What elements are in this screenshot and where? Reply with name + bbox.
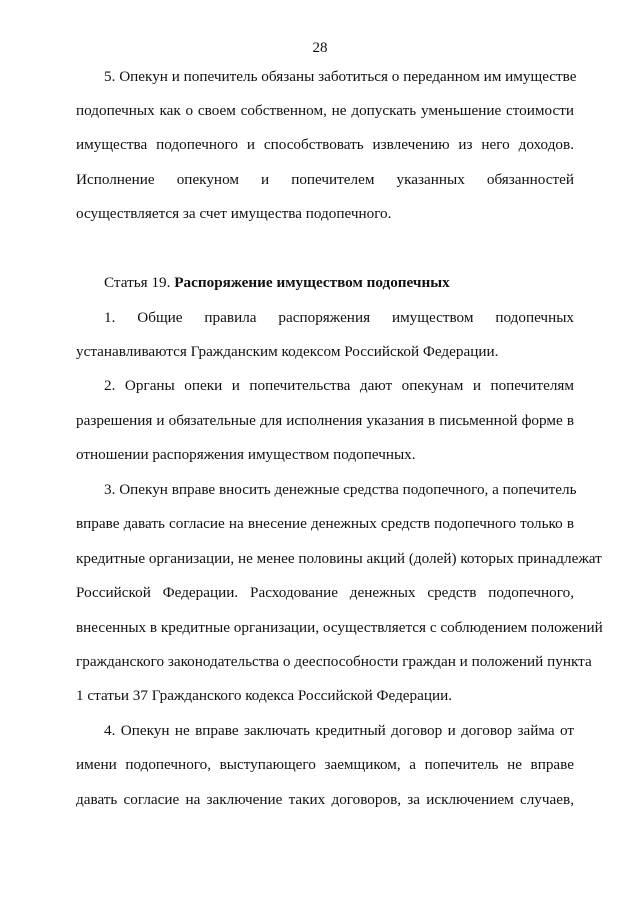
paragraph-2-line-1: 2. Органы опеки и попечительства дают опекунам и попечителям (104, 377, 574, 394)
paragraph-3-line-5: внесенных в кредитные организации, осуществляется с соблюдением положений (76, 619, 603, 636)
paragraph-4-line-3: давать согласие на заключение таких договоров, за исключением случаев, (76, 791, 574, 808)
paragraph-3-line-7: 1 статьи 37 Гражданского кодекса Российской Федерации. (76, 687, 453, 704)
page-number: 28 (312, 40, 328, 56)
paragraph-5-line-3: имущества подопечного и способствовать извлечению из него доходов. (76, 136, 574, 153)
paragraph-3-line-4: Российской Федерации. Расходование денежных средств подопечного, (76, 584, 574, 601)
paragraph-5-line-2: подопечных как о своем собственном, не допускать уменьшение стоимости (76, 102, 574, 119)
paragraph-3-line-3: кредитные организации, не менее половины акций (долей) которых принадлежат (76, 550, 602, 567)
paragraph-5-line-5: осуществляется за счет имущества подопечного. (76, 205, 392, 222)
paragraph-4-line-2: имени подопечного, выступающего заемщиком, а попечитель не вправе (76, 756, 574, 773)
paragraph-1-line-1: 1. Общие правила распоряжения имуществом подопечных (104, 309, 574, 326)
paragraph-2-line-2: разрешения и обязательные для исполнения указания в письменной форме в (76, 412, 574, 429)
article-number: Статья 19. (104, 274, 171, 291)
paragraph-3-line-2: вправе давать согласие на внесение денежных средств подопечного только в (76, 515, 574, 532)
paragraph-2-line-3: отношении распоряжения имуществом подопечных. (76, 446, 416, 463)
article-heading (104, 274, 574, 292)
paragraph-1-line-2: устанавливаются Гражданским кодексом Российской Федерации. (76, 343, 499, 360)
article-title: Распоряжение имуществом подопечных (174, 274, 450, 291)
paragraph-3-line-6: гражданского законодательства о дееспособности граждан и положений пункта (76, 653, 592, 670)
paragraph-4-line-1: 4. Опекун не вправе заключать кредитный договор и договор займа от (104, 722, 574, 739)
paragraph-5-line-1: 5. Опекун и попечитель обязаны заботиться о переданном им имуществе (104, 68, 577, 85)
paragraph-5-line-4: Исполнение опекуном и попечителем указанных обязанностей (76, 171, 574, 188)
paragraph-3-line-1: 3. Опекун вправе вносить денежные средства подопечного, а попечитель (104, 481, 577, 498)
